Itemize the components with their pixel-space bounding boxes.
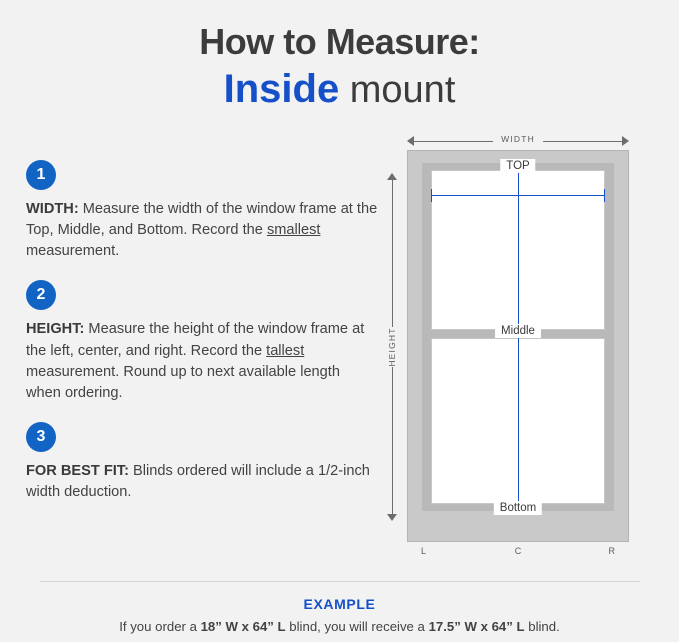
height-dimension-arrow	[385, 173, 399, 521]
label-top: TOP	[500, 159, 535, 173]
step-3	[26, 422, 378, 503]
step-3-text-a: Blinds ordered will include a 1/2-inch width deduction.	[26, 463, 370, 501]
step-2-text-a: Measure the height of the window frame at the left, center, and right. Record the	[26, 321, 365, 359]
axis-label-right: R	[608, 546, 615, 556]
instruction-steps	[26, 160, 378, 521]
arrow-down-icon	[387, 514, 397, 521]
footer-text-c: blind.	[524, 619, 560, 634]
arrow-up-icon	[387, 173, 397, 180]
footer-text	[0, 619, 679, 634]
step-2-text	[26, 319, 378, 404]
step-3-label: FOR BEST FIT:	[26, 463, 129, 480]
arrow-right-icon	[622, 136, 629, 146]
step-1-text-b: measurement.	[26, 243, 120, 260]
step-1	[26, 160, 378, 262]
label-bottom: Bottom	[494, 501, 542, 515]
step-1-text	[26, 199, 378, 262]
title-line-1: How to Measure:	[199, 21, 480, 62]
window-axis-letters	[407, 546, 629, 560]
step-1-text-a: Measure the width of the window frame at the Top, Middle, and Bottom. Record the	[26, 201, 378, 239]
window-frame-inner	[422, 160, 614, 514]
window-diagram	[380, 128, 654, 568]
step-2-label: HEIGHT:	[26, 321, 85, 338]
step-3-badge: 3	[26, 422, 56, 452]
footer-bold-b: 17.5” W x 64” L	[428, 619, 525, 634]
step-1-label: WIDTH:	[26, 201, 79, 217]
width-dimension-label: WIDTH	[493, 134, 543, 144]
step-1-badge: 1	[26, 160, 56, 190]
title-line-2	[0, 66, 679, 113]
measure-tick-top-left	[431, 189, 432, 202]
measure-tick-top-right	[604, 189, 605, 202]
example-footer	[0, 581, 679, 634]
footer-bold-a: 18” W x 64” L	[200, 619, 286, 634]
step-2-badge: 2	[26, 280, 56, 310]
title-accent-word: Inside	[223, 66, 340, 111]
height-dimension-label: HEIGHT	[384, 327, 400, 367]
step-2-text-b: measurement. Round up to next available length when ordering.	[26, 363, 340, 401]
window-frame	[407, 150, 629, 542]
step-3-text	[26, 461, 378, 503]
footer-text-b: blind, you will receive a	[285, 619, 429, 634]
step-2	[26, 280, 378, 404]
width-dimension-arrow	[407, 134, 629, 148]
footer-text-a: If you order a	[119, 619, 201, 634]
footer-title: EXAMPLE	[303, 596, 376, 612]
arrow-left-icon	[407, 136, 414, 146]
footer-divider	[40, 581, 640, 582]
axis-label-left: L	[421, 546, 427, 556]
step-1-emphasis: smallest	[266, 222, 321, 239]
label-middle: Middle	[495, 324, 541, 338]
title-rest-word: mount	[339, 68, 456, 111]
page-title	[0, 0, 679, 112]
axis-label-center: C	[514, 546, 522, 556]
step-2-emphasis: tallest	[266, 342, 305, 359]
